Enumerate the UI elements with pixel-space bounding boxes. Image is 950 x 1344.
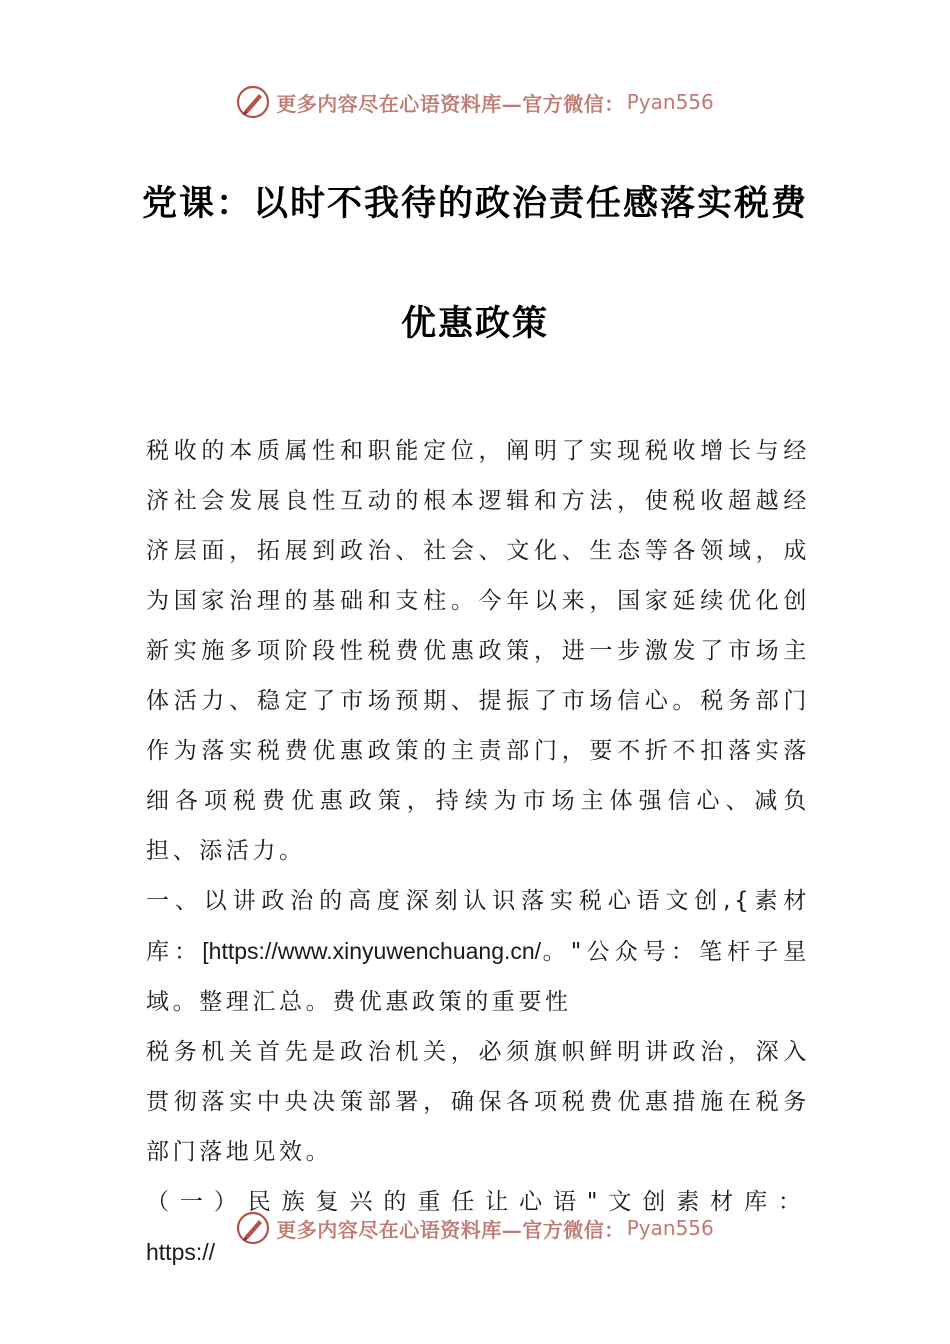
section-heading-1-text: 一、以讲政治的高度深刻认识落实税心语文创,{素材库： bbox=[146, 888, 810, 965]
paragraph-2: 税务机关首先是政治机关，必须旗帜鲜明讲政治，深入贯彻落实中央决策部署，确保各项税费优惠措施在税务部门落地见效。 bbox=[146, 1039, 810, 1165]
banner-wechat-id: Pyan556 bbox=[626, 1216, 714, 1240]
footer-banner bbox=[0, 1208, 950, 1248]
page-title-line-1: 党课：以时不我待的政治责任感落实税费 bbox=[141, 184, 808, 224]
pen-logo-icon bbox=[236, 1211, 270, 1245]
page-title-line-2: 优惠政策 bbox=[400, 304, 549, 344]
section-heading-1-url: [https://www.xinyuwenchuang.cn/ bbox=[202, 938, 542, 964]
subsection-heading-1-text: （一）民族复兴的重任让心语"文创素材库： bbox=[146, 1189, 810, 1215]
document-body bbox=[146, 426, 810, 1278]
banner-wechat-id: Pyan556 bbox=[626, 90, 714, 114]
section-heading-1-text-b: 。"公众号：笔杆子星域。 bbox=[146, 939, 810, 1015]
section-heading-1 bbox=[146, 876, 810, 1027]
subsection-heading-1-url: https:// bbox=[146, 1239, 216, 1265]
banner-text: 更多内容尽在心语资料库—官方微信： bbox=[276, 91, 625, 116]
pen-logo-icon bbox=[236, 85, 270, 119]
section-heading-1-text-c: 整理汇总。费优惠政策的重要性 bbox=[199, 989, 572, 1015]
header-banner bbox=[0, 82, 950, 122]
paragraph-intro: 税收的本质属性和职能定位，阐明了实现税收增长与经济社会发展良性互动的根本逻辑和方法，使税收超越经济层面，拓展到政治、社会、文化、生态等各领域，成为国家治理的基础和支柱。今年以来，国家延续优化创新实施多项阶段性税费优惠政策，进一步激发了市场主体活力、稳定了市场预期、提振了市场信心。税务部门作为落实税费优惠政策的主责部门，要不折不扣落实落细各项税费优惠政策，持续为市场主体强信心、减负担、添活力。 bbox=[146, 438, 810, 864]
banner-text: 更多内容尽在心语资料库—官方微信： bbox=[276, 1217, 625, 1242]
